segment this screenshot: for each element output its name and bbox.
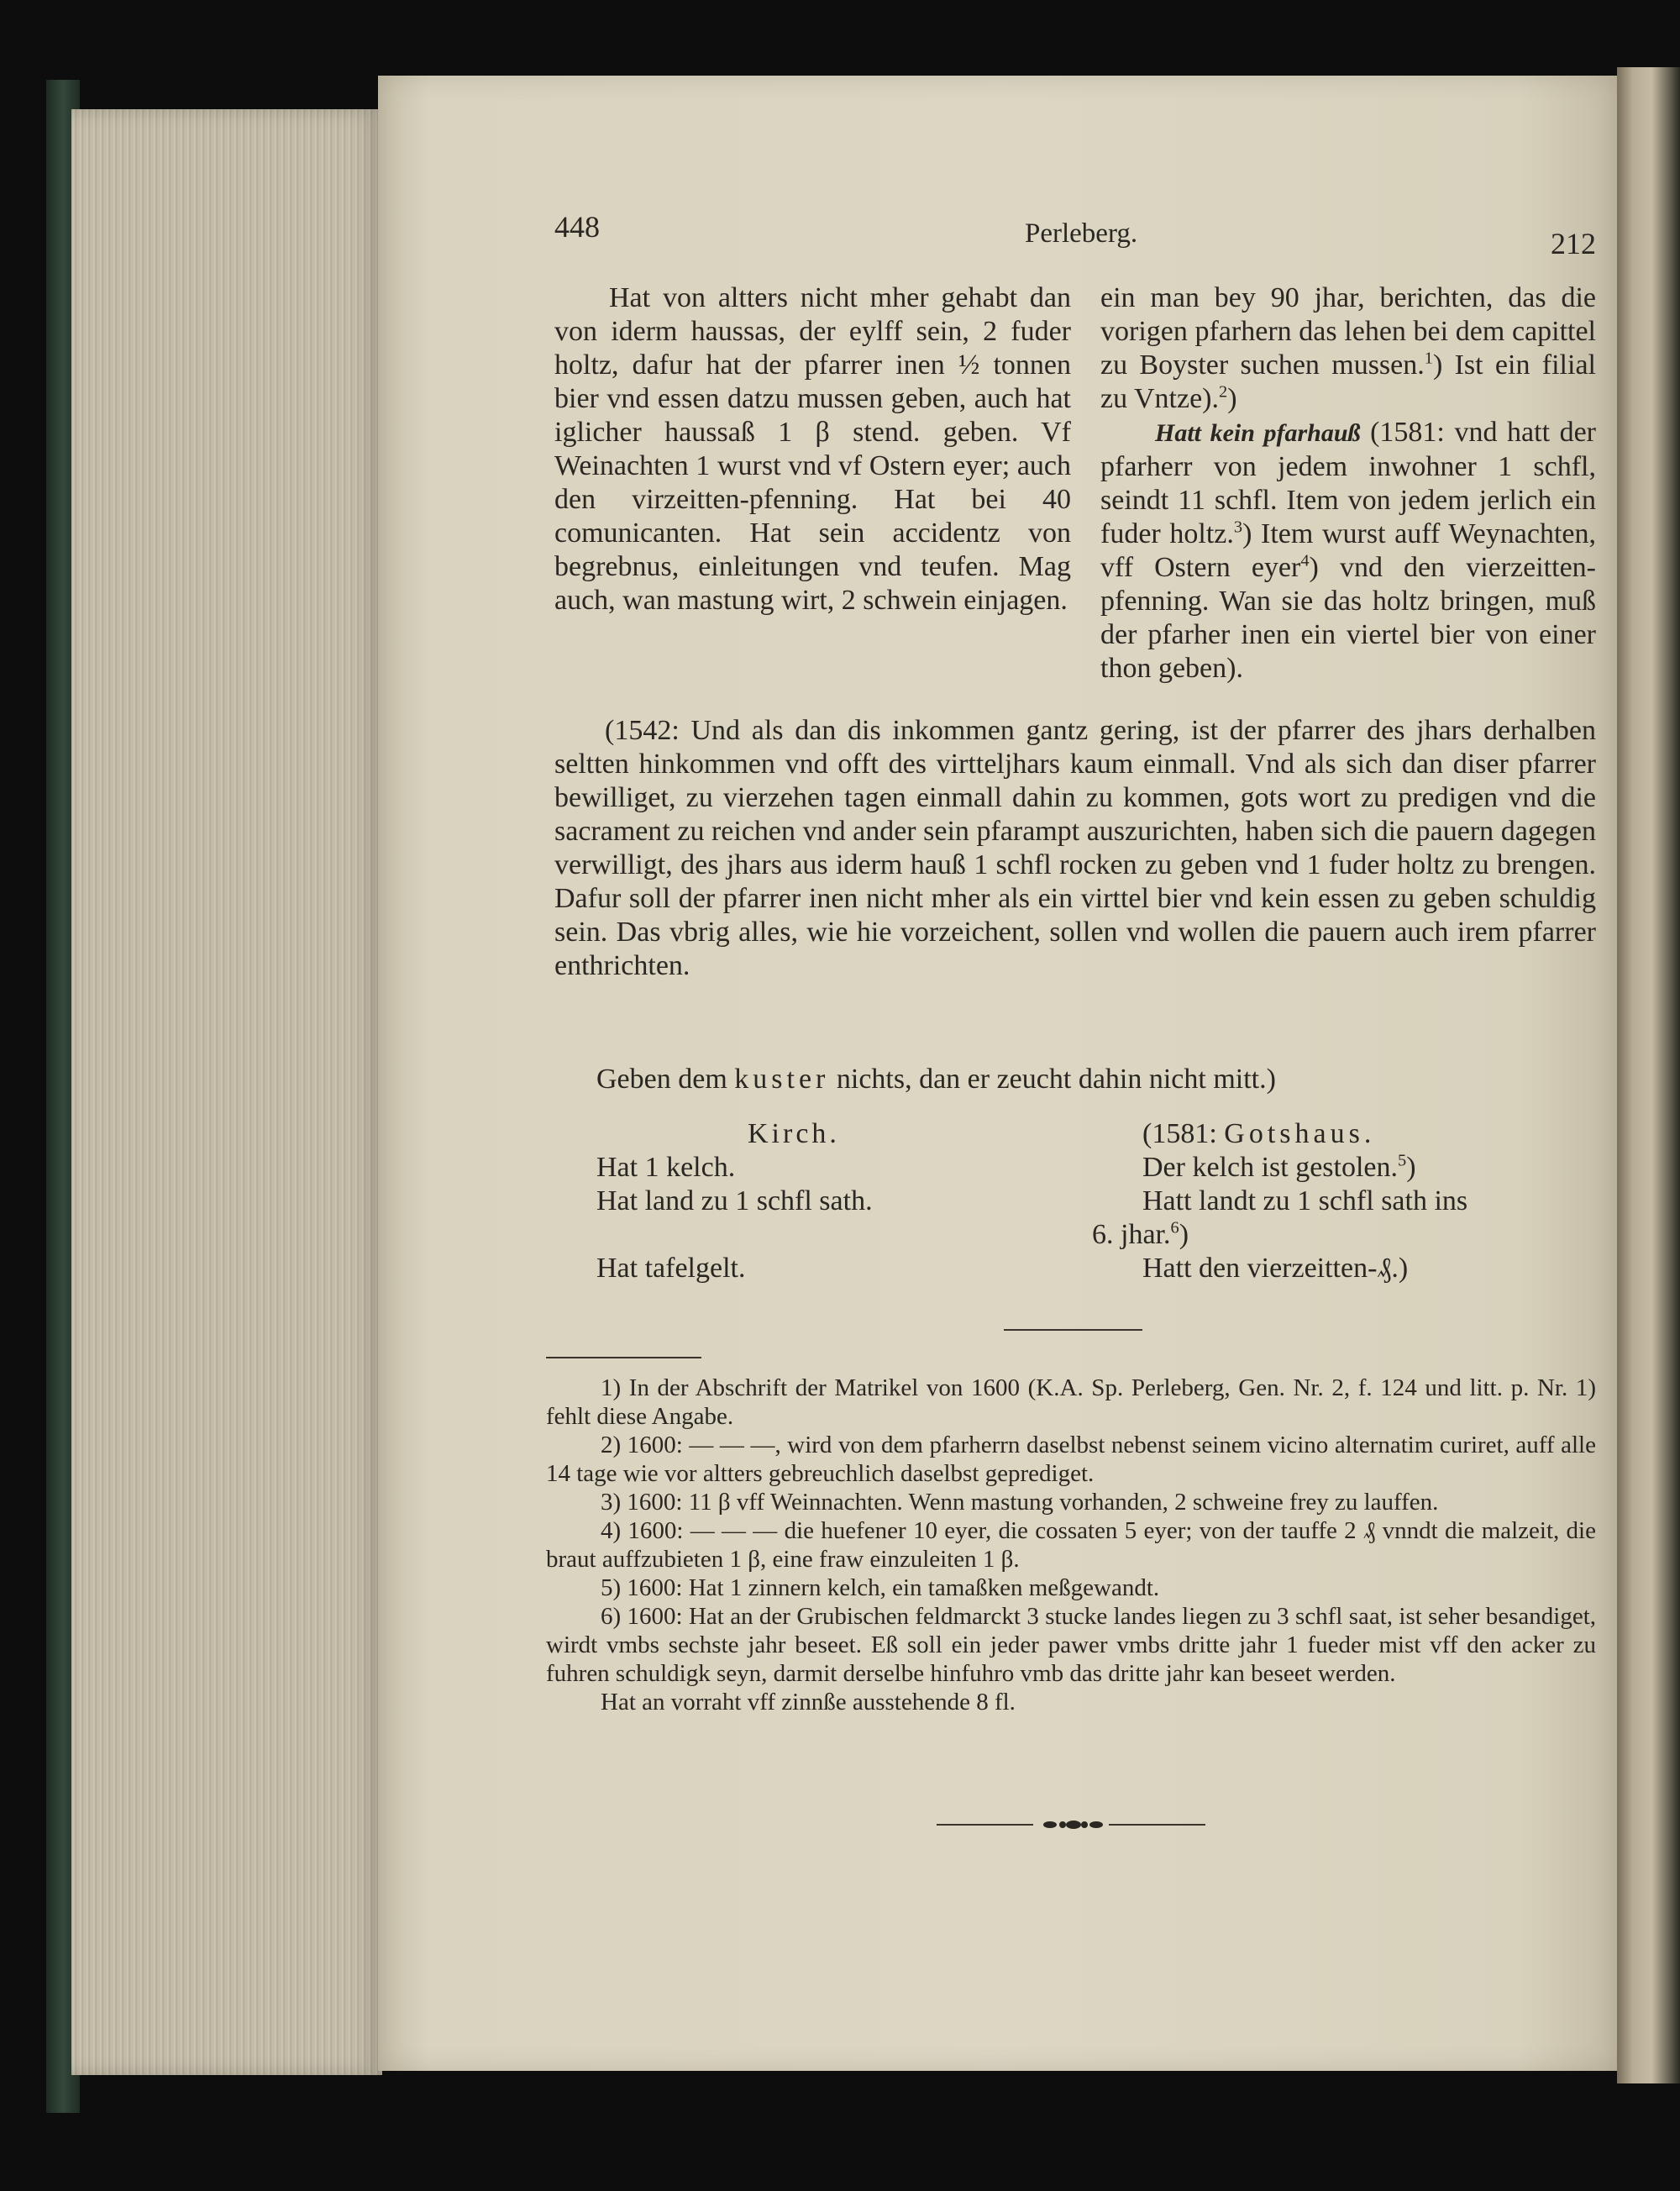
full-width-paragraph: (1542: Und als dan dis inkommen gantz gering, ist der pfarrer des jhars derhalben seltten hinkommen vnd offt des virtteljhars kaum einmall. Vnd als sich dan diser pfarrer bewilliget, zu vierzehen tagen einmall dahin zu kommen, gots wort zu predigen vnd die sacrament zu reichen vnd ander sein pfarampt auszurichten, haben sich die pauern dagegen verwilligt, des jhars aus iderm hauß 1 schfl rocken zu geben vnd 1 fuder holtz zu brengen. Dafur soll der pfarrer inen nicht mher als ein virttel bier vnd kein essen zu geben schuldig sein. Das vbrig alles, wie hie vorzeichent, sollen vnd wollen die pauern auch irem pfarrer enthrichten. bbox=[554, 715, 1596, 981]
kirch-heading: Kirch. bbox=[748, 1118, 840, 1149]
running-title: Perleberg. bbox=[1025, 218, 1138, 249]
page-header bbox=[546, 210, 1596, 260]
gotshaus-line: Hatt den vierzeitten-₰.) bbox=[1142, 1253, 1409, 1284]
footnote: 5) 1600: Hat 1 zinnern kelch, ein tamaßken meßgewandt. bbox=[601, 1574, 1160, 1601]
left-column bbox=[554, 281, 1071, 617]
pfennig-symbol: ₰ bbox=[1377, 1253, 1392, 1284]
page-stack-edges bbox=[71, 109, 382, 2075]
gotshaus-line: Hatt landt zu 1 schfl sath ins bbox=[1142, 1185, 1468, 1216]
right-column-paragraph-2: Hatt kein pfarhauß (1581: vnd hatt der pfarherr von jedem inwohner 1 schfl, seindt 11 schfl. Item von jedem jerlich ein fuder holtz.$^3$) Item wurst auff Weynachten, vff Ostern eyer$^4$) vnd den vierzeitten-pfenning. Wan sie das holtz bringen, muß der pfarher inen ein viertel bier von einer thon geben). bbox=[1100, 417, 1596, 684]
right-column-paragraph-1: ein man bey 90 jhar, berichten, das die vorigen pfarhern das lehen bei dem capittel zu Boyster suchen mussen.$^1$) Ist ein filial zu Vntze).$^2$) bbox=[1100, 282, 1596, 414]
footnote: 2) 1600: — — —, wird von dem pfarherrn daselbst nebenst seinem vicino alternatim curiret, auff alle 14 tage wie vor altters gebreuchlich daselbst geprediget. bbox=[546, 1432, 1596, 1487]
kirch-line: Hat 1 kelch. bbox=[596, 1152, 736, 1183]
page-number-left: 448 bbox=[554, 210, 600, 244]
book-cover-right bbox=[1617, 67, 1680, 2083]
gotshaus-line: 6. jhar.$^6$) bbox=[1092, 1218, 1189, 1250]
footnote: Hat an vorraht vff zinnße ausstehende 8 fl. bbox=[601, 1689, 1016, 1715]
footnote: 6) 1600: Hat an der Grubischen feldmarckt 3 stucke landes liegen zu 3 schfl saat, ist seher besandiget, wirdt vmbs sechste jahr beseet. Eß soll ein jeder pawer vmbs dritte jahr 1 fueder mist vff den acker zu fuhren schuldigk seyn, darmit derselbe hinfuhro vmb das dritte jahr kan beseet werden. bbox=[546, 1603, 1596, 1687]
section-divider bbox=[1004, 1329, 1142, 1331]
gotshaus-line: Der kelch ist gestolen.$^5$) bbox=[1142, 1151, 1416, 1183]
kirch-line: Hat tafelgelt. bbox=[596, 1253, 746, 1284]
end-ornament bbox=[937, 1816, 1205, 1833]
page-number-right: 212 bbox=[1551, 227, 1596, 260]
right-column bbox=[1100, 281, 1596, 686]
gotshaus-section-right bbox=[1092, 1117, 1596, 1285]
footnote-rule bbox=[546, 1357, 701, 1358]
footnote: 4) 1600: — — — die huefener 10 eyer, die cossaten 5 eyer; von der tauffe 2 ₰ vnndt die malzeit, die braut auffzubieten 1 β, eine fraw einzuleiten 1 β. bbox=[546, 1517, 1596, 1573]
gotshaus-heading: (1581: Gotshaus. bbox=[1142, 1118, 1376, 1149]
kirch-section-left bbox=[596, 1117, 1067, 1285]
kuster-line: Geben dem kuster nichts, dan er zeucht dahin nicht mitt.) bbox=[596, 1064, 1276, 1095]
left-column-paragraph: Hat von altters nicht mher gehabt dan von iderm haussas, der eylff sein, 2 fuder holtz, dafur hat der pfarrer inen ½ tonnen bier vnd essen datzu mussen geben, auch hat iglicher haussaß 1 β stend. geben. Vf Weinachten 1 wurst vnd vf Ostern eyer; auch den virzeitten-pfenning. Hat bei 40 comunicanten. Hat sein accidentz von begrebnus, einleitungen vnd teufen. Mag auch, wan mastung wirt, 2 schwein einjagen. bbox=[554, 282, 1071, 616]
footnote: 3) 1600: 11 β vff Weinnachten. Wenn mastung vorhanden, 2 schweine frey zu lauffen. bbox=[601, 1489, 1439, 1516]
kirch-line: Hat land zu 1 schfl sath. bbox=[596, 1185, 873, 1216]
footnotes bbox=[546, 1374, 1596, 1716]
footnote: 1) In der Abschrift der Matrikel von 1600 (K.A. Sp. Perleberg, Gen. Nr. 2, f. 124 und litt. p. Nr. 1) fehlt diese Angabe. bbox=[546, 1374, 1596, 1430]
